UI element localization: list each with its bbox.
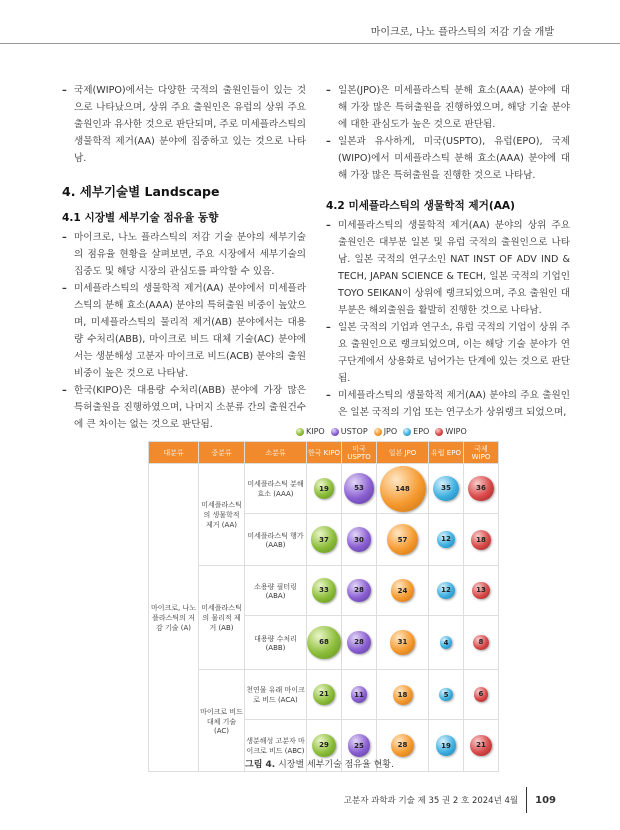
middle-cell: 미세플라스틱 의 물리적 제거 (AB): [199, 566, 245, 670]
footer-divider: [526, 787, 527, 813]
bubble: 57: [387, 524, 418, 555]
bubble: 68: [307, 626, 340, 659]
bubble: 28: [347, 579, 370, 602]
minor-cell: 천연물 유래 마이크로 비드 (ACA): [245, 670, 307, 720]
bubble: 35: [433, 476, 459, 502]
header-middle: 중분류: [199, 442, 245, 464]
bubble: 25: [348, 734, 371, 757]
bubble: 28: [347, 631, 370, 654]
bubble: 29: [312, 734, 336, 758]
right-column: [326, 82, 570, 421]
header-title: 마이크로, 나노 플라스틱의 저감 기술 개발: [370, 27, 554, 38]
bubble: 11: [351, 686, 368, 703]
table-row: [149, 464, 499, 514]
journal-info: 고분자 과학과 기술 제 35 권 2 호 2024년 4월: [343, 796, 519, 806]
legend-dot-icon: [296, 428, 304, 436]
bubble: 12: [437, 582, 454, 599]
minor-cell: 미세플라스틱 행가 (AAB): [245, 514, 307, 566]
middle-cell: 미세플라스틱 의 생물학적 제거 (AA): [199, 464, 245, 566]
bubble-table: [148, 441, 499, 772]
bubble: 18: [471, 530, 491, 550]
header-wipo: 국제 WIPO: [464, 442, 499, 464]
paragraph: – 미세플라스틱의 생물학적 제거(AA) 분야의 상위 주요 출원인은 대부분 일본 및 유럽 국적의 출원인으로 나타남. 일본 국적의 연구소인 NAT INST OF ADV IND & TECH, JAPAN SCIENCE & TECH, 일본 국적의 기업인 TOYO SEIKAN이 상위에 랭크되었으며, 주요 출원인 대부분은 해외출원을 활발히 진행한 것으로 나타남.: [326, 217, 570, 319]
page-header: [0, 0, 620, 44]
minor-cell: 미세플라스틱 분해 효소 (AAA): [245, 464, 307, 514]
legend-dot-icon: [374, 428, 382, 436]
paragraph: – 국제(WIPO)에서는 다양한 국적의 출원인들이 있는 것으로 나타났으며, 상위 주요 출원인은 유럽의 상위 주요 출원인과 유사한 것으로 판단되며, 주로 미세플라스틱의 생물학적 제거(AA) 분야에 집중하고 있는 것으로 나타남.: [62, 82, 306, 167]
page-number: 109: [535, 794, 556, 806]
left-column: [62, 82, 306, 433]
bubble: 148: [380, 466, 426, 512]
paragraph: – 한국(KIPO)은 대용량 수처리(ABB) 분야에 가장 많은 특허출원을 진행하였으며, 나머지 소분류 간의 출원건수에 큰 차이는 없는 것으로 판단됨.: [62, 382, 306, 433]
section-heading: 4. 세부기술별 Landscape: [62, 184, 220, 199]
legend-dot-icon: [435, 428, 443, 436]
legend-item: WIPO: [435, 427, 466, 436]
major-cell: 마이크로, 나노 플라스틱의 저감 기술 (A): [149, 464, 199, 772]
bubble: 21: [470, 735, 491, 756]
bubble: 18: [393, 685, 413, 705]
table-header-row: [149, 442, 499, 464]
caption-label: 그림 4.: [245, 760, 276, 770]
header-jpo: 일본 JPO: [377, 442, 429, 464]
table-row: [149, 566, 499, 616]
paragraph: – 미세플라스틱의 생물학적 제거(AA) 분야에서 미세플라스틱의 분해 효소(AAA) 분야의 특허출원 비중이 높았으며, 미세플라스틱의 물리적 제거(AB) 분야에서는 대용량 수처리(ABB), 마이크로 비드 대체 기술(AC) 분야에서는 생분해성 고분자 마이크로 비드(ACB) 분야의 출원 비중이 높은 것으로 나타남.: [62, 280, 306, 382]
minor-cell: 소용량 필터링 (ABA): [245, 566, 307, 616]
paragraph: – 미세플라스틱의 생물학적 제거(AA) 분야의 주요 출원인은 일본 국적의 기업 또는 연구소가 상위랭크 되었으며,: [326, 387, 570, 421]
bubble: 37: [311, 526, 337, 552]
bubble: 6: [474, 687, 488, 701]
bubble: 28: [391, 734, 414, 757]
bubble: 19: [436, 735, 456, 755]
bubble: 53: [344, 473, 374, 503]
bubble: 31: [390, 630, 414, 654]
paragraph: – 일본(JPO)은 미세플라스틱 분해 효소(AAA) 분야에 대해 가장 많은 특허출원을 진행하였으며, 해당 기술 분야에 대한 관심도가 높은 것으로 판단됨.: [326, 82, 570, 133]
bubble: 33: [312, 578, 337, 603]
bubble: 36: [468, 476, 494, 502]
bubble: 21: [313, 684, 334, 705]
header-epo: 유럽 EPO: [429, 442, 464, 464]
legend-dot-icon: [403, 428, 411, 436]
subsection-heading: 4.1 시장별 세부기술 점유율 동향: [62, 212, 219, 224]
header-minor: 소분류: [245, 442, 307, 464]
legend-item: EPO: [403, 427, 429, 436]
header-uspto: 미국 USPTO: [342, 442, 377, 464]
header-major: 대분류: [149, 442, 199, 464]
header-kipo: 한국 KIPO: [307, 442, 342, 464]
bubble: 5: [439, 688, 452, 701]
bubble: 13: [472, 582, 490, 600]
legend-item: KIPO: [296, 427, 325, 436]
legend-item: USTOP: [331, 427, 368, 436]
caption-text: 시장별 세부기술 점유율 현황.: [278, 760, 394, 770]
paragraph: – 일본과 유사하게, 미국(USPTO), 유럽(EPO), 국제(WIPO)에서 미세플라스틱 분해 효소(AAA) 분야에 대해 가장 많은 특허출원을 진행한 것으로 나타남.: [326, 133, 570, 184]
bubble: 30: [347, 527, 371, 551]
table-row: [149, 670, 499, 720]
page-footer: [344, 787, 556, 813]
figure-caption: [245, 757, 394, 770]
bubble: 4: [440, 636, 453, 649]
bubble: 24: [391, 579, 413, 601]
subsection-heading: 4.2 미세플라스틱의 생물학적 제거(AA): [326, 200, 515, 212]
figure-legend: [296, 427, 467, 436]
paragraph: – 마이크로, 나노 플라스틱의 저감 기술 분야의 세부기술의 점유율 현황을 살펴보면, 주요 시장에서 세부기술의 집중도 및 해당 시장의 관심도를 파악할 수 있음.: [62, 229, 306, 280]
middle-cell: 마이크로 비드 대체 기술 (AC): [199, 670, 245, 772]
minor-cell: 대용량 수처리 (ABB): [245, 616, 307, 670]
paragraph: – 일본 국적의 기업과 연구소, 유럽 국적의 기업이 상위 주요 출원인으로 랭크되었으며, 이는 해당 기술 분야가 연구단계에서 상용화로 넘어가는 단계에 있는 것으로 판단됨.: [326, 319, 570, 387]
legend-item: JPO: [374, 427, 397, 436]
legend-dot-icon: [331, 428, 339, 436]
bubble: 12: [437, 531, 454, 548]
bubble: 19: [314, 478, 334, 498]
bubble: 8: [473, 635, 488, 650]
minor-cell: 생분해성 고분자 마이크로 비드 (ABC): [245, 720, 307, 772]
